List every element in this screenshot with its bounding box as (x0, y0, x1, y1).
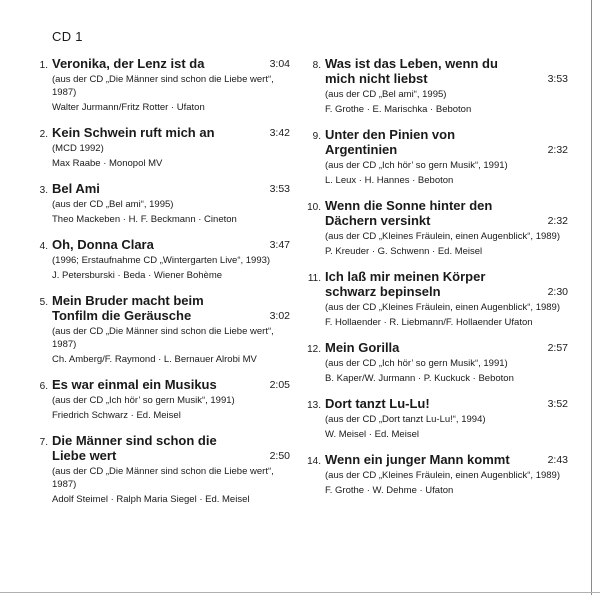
track-title: Ich laß mir meinen Körper schwarz bepinseln (325, 269, 486, 299)
track-credits: P. Kreuder · G. Schwenn · Ed. Meisel (325, 246, 483, 257)
track-title: Veronika, der Lenz ist da (52, 56, 205, 71)
track-item (30, 377, 290, 422)
track-duration: 3:04 (269, 58, 290, 70)
track-duration: 2:43 (547, 454, 568, 466)
track-title: Wenn ein junger Mann kommt (325, 452, 510, 467)
track-source-note: (aus der CD „Ich hör’ so gern Musik“, 1991) (325, 160, 508, 171)
track-title: Unter den Pinien von Argentinien (325, 127, 456, 157)
track-title: Kein Schwein ruft mich an (52, 125, 215, 140)
track-number: 11. (307, 273, 321, 284)
track-credits: L. Leux · H. Hannes · Beboton (325, 175, 454, 186)
track-credits: J. Petersburski · Beda · Wiener Bohème (52, 270, 223, 281)
track-item (30, 181, 290, 226)
track-item (30, 237, 290, 282)
track-duration: 2:32 (547, 215, 568, 227)
track-source-note: (aus der CD „Die Männer sind schon die Liebe wert“, 1987) (52, 466, 274, 490)
track-credits: F. Grothe · W. Dehme · Ufaton (325, 485, 454, 496)
track-title: Es war einmal ein Musikus (52, 377, 217, 392)
track-source-note: (aus der CD „Dort tanzt Lu-Lu!“, 1994) (325, 414, 486, 425)
track-duration: 3:52 (547, 398, 568, 410)
track-source-note: (aus der CD „Kleines Fräulein, einen Augenblick“, 1989) (325, 470, 560, 481)
track-duration: 2:05 (269, 379, 290, 391)
track-number: 3. (39, 185, 48, 196)
track-title: Mein Bruder macht beim Tonfilm die Geräusche (52, 293, 204, 323)
tracklist-right-column (303, 56, 568, 508)
track-item (303, 269, 568, 329)
track-item (303, 340, 568, 385)
track-duration: 2:30 (547, 286, 568, 298)
track-number: 12. (307, 344, 321, 355)
track-duration: 3:42 (269, 127, 290, 139)
track-title: Oh, Donna Clara (52, 237, 154, 252)
track-source-note: (aus der CD „Ich hör’ so gern Musik“, 1991) (325, 358, 508, 369)
page-border-bottom (0, 592, 600, 593)
track-item (303, 396, 568, 441)
track-source-note: (MCD 1992) (52, 143, 104, 154)
tracklist-left-column (30, 56, 290, 517)
track-source-note: (aus der CD „Bel ami“, 1995) (52, 199, 174, 210)
track-credits: Adolf Steimel · Ralph Maria Siegel · Ed. Meisel (52, 494, 250, 505)
track-title: Die Männer sind schon die Liebe wert (52, 433, 217, 463)
track-number: 1. (39, 60, 48, 71)
track-title: Was ist das Leben, wenn du mich nicht liebst (325, 56, 498, 86)
track-duration: 3:53 (547, 73, 568, 85)
track-source-note: (1996; Erstaufnahme CD „Wintergarten Live“, 1993) (52, 255, 271, 266)
track-item (30, 433, 290, 506)
track-title: Wenn die Sonne hinter den Dächern versinkt (325, 198, 493, 228)
track-source-note: (aus der CD „Kleines Fräulein, einen Augenblick“, 1989) (325, 231, 560, 242)
track-number: 8. (312, 60, 321, 71)
track-number: 13. (307, 400, 321, 411)
track-number: 7. (39, 437, 48, 448)
track-number: 10. (307, 202, 321, 213)
track-source-note: (aus der CD „Die Männer sind schon die Liebe wert“, 1987) (52, 74, 274, 98)
track-title: Dort tanzt Lu-Lu! (325, 396, 430, 411)
track-duration: 3:53 (269, 183, 290, 195)
track-credits: Walter Jurmann/Fritz Rotter · Ufaton (52, 102, 205, 113)
track-credits: F. Hollaender · R. Liebmann/F. Hollaender Ufaton (325, 317, 533, 328)
page-border-right (591, 0, 592, 595)
track-number: 2. (39, 129, 48, 140)
track-item (303, 56, 568, 116)
track-duration: 2:50 (269, 450, 290, 462)
track-item (303, 198, 568, 258)
track-number: 9. (312, 131, 321, 142)
track-credits: Max Raabe · Monopol MV (52, 158, 163, 169)
track-item (303, 452, 568, 497)
track-duration: 2:32 (547, 144, 568, 156)
track-credits: W. Meisel · Ed. Meisel (325, 429, 419, 440)
track-duration: 3:47 (269, 239, 290, 251)
track-credits: Theo Mackeben · H. F. Beckmann · Cineton (52, 214, 237, 225)
track-title: Bel Ami (52, 181, 100, 196)
track-source-note: (aus der CD „Die Männer sind schon die Liebe wert“, 1987) (52, 326, 274, 350)
track-credits: Friedrich Schwarz · Ed. Meisel (52, 410, 181, 421)
track-item (30, 56, 290, 114)
track-item (30, 293, 290, 366)
track-item (30, 125, 290, 170)
cd-label: CD 1 (52, 29, 83, 44)
track-number: 5. (39, 297, 48, 308)
track-number: 14. (307, 456, 321, 467)
track-number: 6. (39, 381, 48, 392)
track-credits: F. Grothe · E. Marischka · Beboton (325, 104, 472, 115)
track-item (303, 127, 568, 187)
track-source-note: (aus der CD „Bel ami“, 1995) (325, 89, 447, 100)
track-duration: 3:02 (269, 310, 290, 322)
track-duration: 2:57 (547, 342, 568, 354)
track-credits: Ch. Amberg/F. Raymond · L. Bernauer Alrobi MV (52, 354, 257, 365)
track-source-note: (aus der CD „Ich hör’ so gern Musik“, 1991) (52, 395, 235, 406)
track-number: 4. (39, 241, 48, 252)
track-title: Mein Gorilla (325, 340, 400, 355)
track-source-note: (aus der CD „Kleines Fräulein, einen Augenblick“, 1989) (325, 302, 560, 313)
track-credits: B. Kaper/W. Jurmann · P. Kuckuck · Beboton (325, 373, 514, 384)
